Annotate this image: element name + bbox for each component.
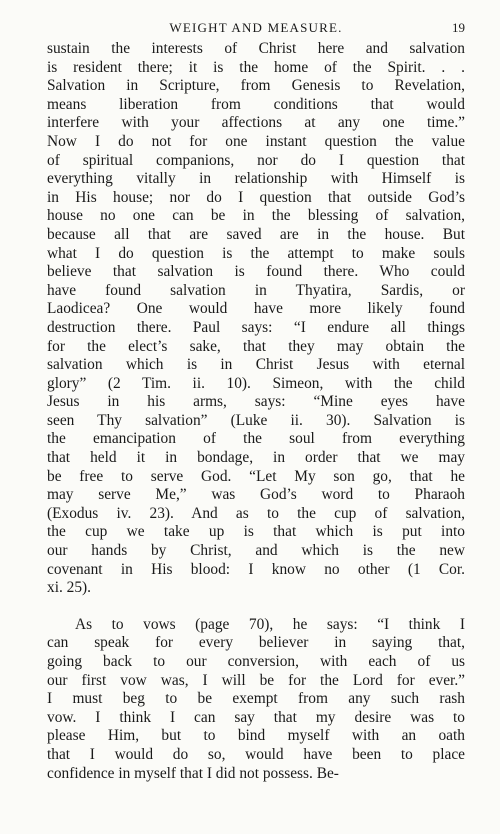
text-line: seen Thy salvation” (Luke ii. 30). Salvation is (47, 411, 465, 429)
text-line: our hands by Christ, and which is the new (47, 542, 465, 560)
text-line: salvation which is in Christ Jesus with eternal (47, 356, 465, 374)
text-line: what I do question is the attempt to make souls (47, 244, 465, 262)
text-line: for the elect’s sake, that they may obtain the (47, 337, 465, 355)
text-line: interfere with your affections at any one time.” (47, 114, 465, 132)
text-line: means liberation from conditions that would (47, 95, 465, 113)
text-line: confidence in myself that I did not possess. Be- (47, 764, 339, 782)
text-line: destruction there. Paul says: “I endure all things (47, 318, 465, 336)
paragraph (47, 616, 465, 783)
text-line: our first vow was, I will be for the Lord for ever.” (47, 671, 465, 689)
page-number: 19 (452, 20, 465, 35)
text-line: glory” (2 Tim. ii. 10). Simeon, with the child (47, 374, 465, 392)
body-text (47, 40, 465, 783)
text-line: may serve Me,” was God’s word to Pharaoh (47, 486, 465, 504)
text-line: house no one can be in the blessing of salvation, (47, 207, 465, 225)
paragraph-gap (47, 598, 465, 616)
text-line: vow. I think I can say that my desire was to (47, 708, 465, 726)
text-line: Laodicea? One would have more likely found (47, 300, 465, 318)
text-line: everything vitally in relationship with Himself is (47, 170, 465, 188)
text-line: As to vows (page 70), he says: “I think I (75, 615, 465, 633)
text-line: Now I do not for one instant question the value (47, 132, 465, 150)
text-line: sustain the interests of Christ here and salvation (47, 40, 465, 57)
text-line: xi. 25). (47, 579, 92, 597)
text-line: believe that salvation is found there. Who could (47, 263, 465, 281)
text-line: that held it in bondage, in order that we may (47, 449, 465, 467)
text-line: Jesus in his arms, says: “Mine eyes have (47, 393, 465, 411)
text-line: have found salvation in Thyatira, Sardis, or (47, 281, 465, 299)
page-header (47, 20, 465, 40)
text-line: that I would do so, would have been to place (47, 745, 465, 763)
text-line: going back to our conversion, with each of us (47, 653, 465, 670)
text-line: of spiritual companions, nor do I question that (47, 151, 465, 169)
running-title: WEIGHT AND MEASURE. (169, 20, 343, 35)
text-line: because all that are saved are in the house. But (47, 225, 465, 243)
paragraph (47, 40, 465, 598)
text-line: be free to serve God. “Let My son go, that he (47, 467, 465, 485)
book-page (47, 20, 465, 783)
text-line: can speak for every believer in saying that, (47, 634, 465, 652)
text-line: (Exodus iv. 23). And as to the cup of salvation, (47, 504, 465, 522)
text-line: I must beg to be exempt from any such rash (47, 690, 465, 708)
text-line: covenant in His blood: I know no other (1 Cor. (47, 560, 465, 578)
text-line: the cup we take up is that which is put into (47, 523, 465, 541)
text-line: please Him, but to bind myself with an oath (47, 727, 465, 745)
text-line: the emancipation of the soul from everything (47, 430, 465, 448)
text-line: Salvation in Scripture, from Genesis to Revelation, (47, 77, 465, 95)
text-line: is resident there; it is the home of the Spirit. . . (47, 58, 465, 76)
text-line: in His house; nor do I question that outside God’s (47, 188, 465, 206)
